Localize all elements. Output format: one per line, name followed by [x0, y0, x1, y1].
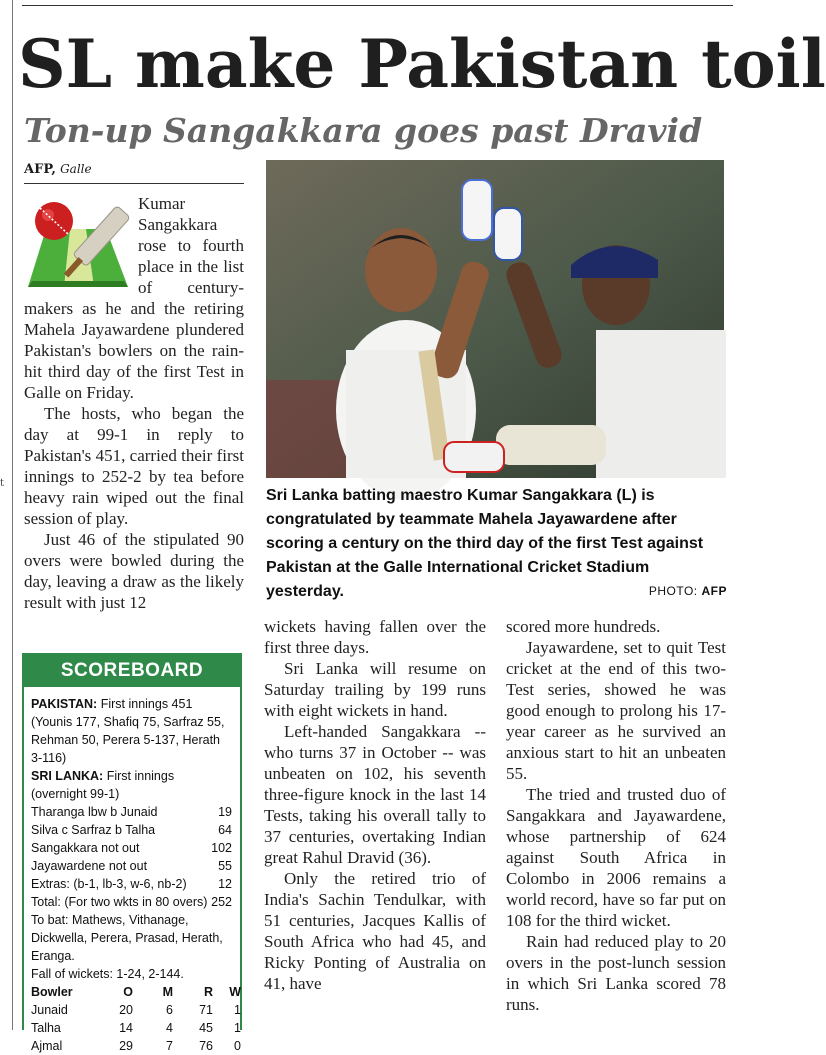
article-column-2: [264, 616, 486, 994]
srilanka-innings: [31, 767, 232, 803]
pakistan-innings: [31, 695, 232, 767]
bowling-row: [31, 1019, 241, 1037]
batsman-runs: 55: [218, 859, 232, 873]
paragraph: The hosts, who began the day at 99-1 in reply to Pakistan's 451, carried their first innings to 252-2 by tea before heavy rain wiped out the final session of play.: [24, 404, 244, 528]
bowling-header-cell: R: [203, 985, 213, 999]
srilanka-text: First innings (overnight 99-1): [31, 769, 175, 801]
byline: [24, 160, 92, 179]
bowling-header-cell: Bowler: [31, 985, 73, 999]
bowling-cell: 0: [234, 1039, 241, 1053]
article-column-1: [24, 193, 244, 613]
bowling-cell: 1: [234, 1003, 241, 1017]
cricket-ball-bat-icon: [24, 195, 132, 291]
photo-credit-source: AFP: [701, 584, 727, 598]
scoreboard-body: [24, 687, 240, 1055]
bowling-cell: Junaid: [31, 1003, 68, 1017]
batsman-name: Total: (For two wkts in 80 overs): [31, 895, 208, 909]
batsman-runs: 19: [218, 805, 232, 819]
byline-source: AFP,: [24, 162, 56, 177]
bowling-cell: 6: [166, 1003, 173, 1017]
top-rule: [22, 5, 733, 6]
bowling-cell: 71: [199, 1003, 213, 1017]
paragraph: wickets having fallen over the first three days.: [264, 617, 486, 657]
bowling-cell: 4: [166, 1021, 173, 1035]
batting-row: [31, 839, 232, 857]
paragraph: Rain had reduced play to 20 overs in the post-lunch session in which Sri Lanka scored 78 runs.: [506, 932, 726, 1014]
headline: SL make Pakistan toil: [18, 25, 826, 103]
pakistan-label: PAKISTAN:: [31, 697, 98, 711]
batsman-name: Silva c Sarfraz b Talha: [31, 823, 156, 837]
bowling-cell: Ajmal: [31, 1039, 63, 1053]
news-photo: [266, 160, 724, 478]
bowling-header-cell: W: [229, 985, 241, 999]
bowling-cell: 14: [119, 1021, 133, 1035]
subheadline: Ton-up Sangakkara goes past Dravid: [24, 111, 703, 150]
left-margin-mark: t: [0, 478, 5, 489]
batsman-runs: 102: [211, 841, 232, 855]
bowling-cell: 1: [234, 1021, 241, 1035]
paragraph: Just 46 of the stipulated 90 overs were bowled during the day, leaving a draw as the likely result with just 12: [24, 530, 244, 612]
scoreboard: [22, 653, 242, 1053]
paragraph: Only the retired trio of India's Sachin Tendulkar, with 51 centuries, Jacques Kallis of South Africa who had 45, and Ricky Ponting of Australia on 41, have: [264, 869, 486, 993]
batsman-runs: 12: [218, 877, 232, 891]
photo-credit-label: PHOTO:: [648, 584, 698, 598]
photo-credit: [649, 584, 727, 598]
bowling-cell: 29: [119, 1039, 133, 1053]
paragraph: Sri Lanka will resume on Saturday trailing by 199 runs with eight wickets in hand.: [264, 659, 486, 720]
bowling-row: [31, 1037, 241, 1055]
byline-location: Galle: [60, 162, 92, 176]
photo-caption: Sri Lanka batting maestro Kumar Sangakkara (L) is congratulated by teammate Mahela Jayawardene after scoring a century on the third day of the first Test against Pakistan at the Galle International Cricket Stadium yesterday.: [266, 487, 704, 600]
bowling-cell: 7: [166, 1039, 173, 1053]
batting-row: [31, 821, 232, 839]
paragraph: The tried and trusted duo of Sangakkara and Jayawardene, whose partnership of 624 against South Africa in Colombo in 2006 remains a world record, have so far put on 108 for the third wicket.: [506, 785, 726, 930]
paragraph: Jayawardene, set to quit Test cricket at the end of this two-Test series, showed he was good enough to prolong his 17-year career as he survived an anxious start to hit an unbeaten 55.: [506, 638, 726, 783]
batsman-name: Tharanga lbw b Junaid: [31, 805, 158, 819]
bowling-header-cell: M: [162, 985, 173, 999]
paragraph: Kumar Sangakkara rose to fourth place in the list of century-makers as he and the retiring Mahela Jayawardene plundered Pakistan's bowlers on the rain-hit third day of the first Test in Galle on Friday.: [24, 194, 244, 402]
batsman-runs: 64: [218, 823, 232, 837]
batting-row: [31, 803, 232, 821]
bowling-header: [31, 983, 241, 1001]
left-margin-rule: [12, 0, 13, 1030]
bowling-cell: 76: [199, 1039, 213, 1053]
bowling-cell: 20: [119, 1003, 133, 1017]
fall-of-wickets: Fall of wickets: 1-24, 2-144.: [31, 967, 184, 981]
batting-row: [31, 875, 232, 893]
to-bat: To bat: Mathews, Vithanage, Dickwella, Perera, Prasad, Herath, Eranga.: [31, 913, 223, 963]
bowling-cell: 45: [199, 1021, 213, 1035]
bowling-row: [31, 1001, 241, 1019]
srilanka-label: SRI LANKA:: [31, 769, 104, 783]
batsman-runs: 252: [211, 895, 232, 909]
paragraph: Left-handed Sangakkara -- who turns 37 in October -- was unbeaten on 102, his seventh three-figure knock in the last 14 Tests, taking his overall tally to 37 centuries, overtaking Indian great Rahul Dravid (36).: [264, 722, 486, 867]
bowling-header-cell: O: [123, 985, 133, 999]
bowling-cell: Talha: [31, 1021, 61, 1035]
scoreboard-title: SCOREBOARD: [24, 655, 240, 687]
byline-rule: [24, 183, 244, 184]
paragraph: scored more hundreds.: [506, 617, 661, 636]
batting-row: [31, 857, 232, 875]
batsman-name: Sangakkara not out: [31, 841, 140, 855]
batting-row: [31, 893, 232, 911]
batsman-name: Extras: (b-1, lb-3, w-6, nb-2): [31, 877, 187, 891]
article-column-3: [506, 616, 726, 1015]
batsman-name: Jayawardene not out: [31, 859, 148, 873]
pakistan-text: First innings 451 (Younis 177, Shafiq 75, Sarfraz 55, Rehman 50, Perera 5-137, Herath 3-116): [31, 697, 225, 765]
